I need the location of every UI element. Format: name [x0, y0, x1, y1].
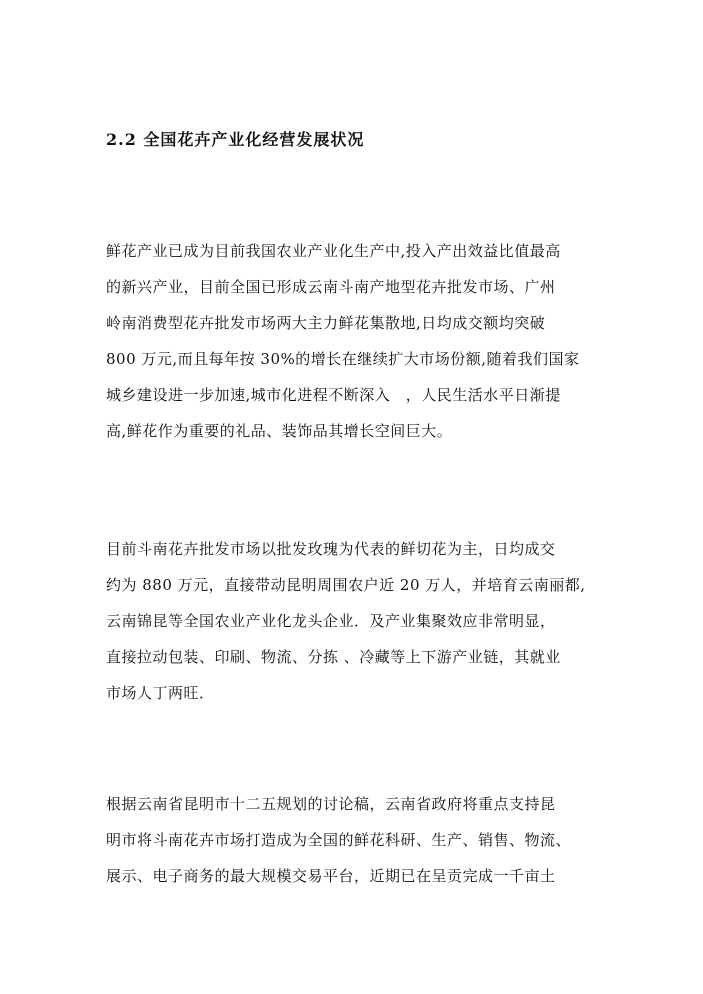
paragraph-flower-industry: [106, 238, 606, 454]
paragraph-line: 高,鲜花作为重要的礼品、装饰品其增长空间巨大。: [106, 422, 453, 440]
paragraph-line: 800 万元,而且每年按 30%的增长在继续扩大市场份额,随着我们国家: [106, 350, 580, 368]
paragraph-line: 鲜花产业已成为目前我国农业产业化生产中,投入产出效益比值最高: [106, 242, 561, 260]
paragraph-line: 云南锦昆等全国农业产业化龙头企业．及产业集聚效应非常明显，: [106, 612, 556, 630]
paragraph-line: 岭南消费型花卉批发市场两大主力鲜花集散地,日均成交额均突破: [106, 314, 546, 332]
paragraph-kunming-plan: [106, 791, 606, 899]
section-heading: 2.2 全国花卉产业化经营发展状况: [106, 130, 365, 149]
paragraph-line: 明市将斗南花卉市场打造成为全国的鲜花科研、生产、销售、物流、: [106, 831, 572, 849]
paragraph-line: 城乡建设进一步加速,城市化进程不断深入 ，人民生活水平日渐提: [106, 386, 561, 404]
paragraph-line: 目前斗南花卉批发市场以批发玫瑰为代表的鲜切花为主，日均成交: [106, 540, 556, 558]
paragraph-line: 根据云南省昆明市十二五规划的讨论稿，云南省政府将重点支持昆: [106, 795, 556, 813]
paragraph-line: 展示、电子商务的最大规模交易平台，近期已在呈贡完成一千亩土: [106, 867, 556, 885]
paragraph-line: 直接拉动包装、印刷、物流、分拣 、冷藏等上下游产业链，其就业: [106, 648, 561, 666]
paragraph-line: 约为 880 万元，直接带动昆明周围农户近 20 万人，并培育云南丽都,: [106, 576, 586, 594]
paragraph-line: 市场人丁两旺．: [106, 684, 215, 702]
paragraph-line: 的新兴产业，目前全国已形成云南斗南产地型花卉批发市场、广州: [106, 278, 556, 296]
paragraph-dounan-market: [106, 536, 606, 716]
